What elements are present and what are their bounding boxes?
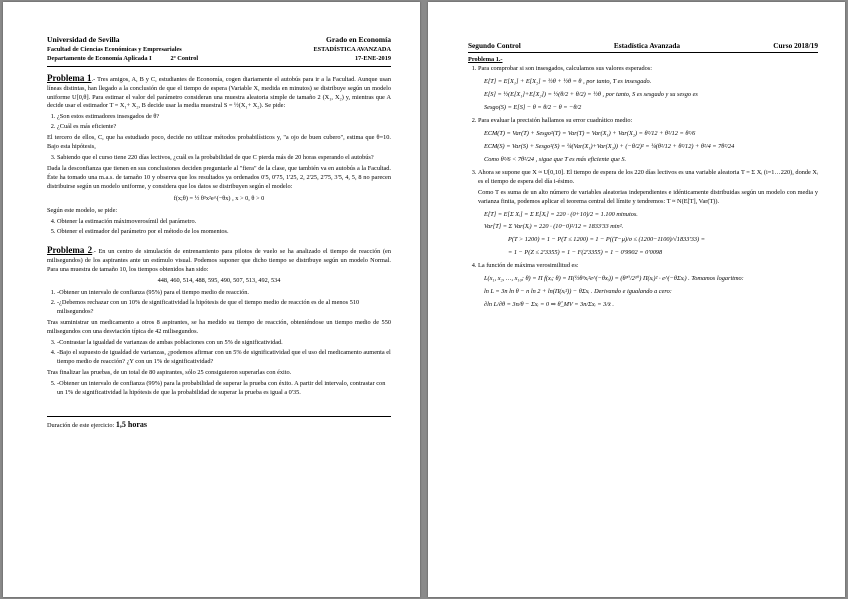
p2-question-5: 5. -Obtener un intervalo de confianza (99%) para la probabilidad de superar la prueba con éxito. A partir del intervalo, contrastar con un 1% de significatividad la hipótesis de que la probabilidad de superar la prueba es igual a 0'35. [57, 380, 391, 398]
solutions-header [468, 41, 818, 53]
p1-question-1: 1. ¿Son estos estimadores insesgados de θ? [57, 113, 391, 122]
p1-paragraph-2: El tercero de ellos, C, que ha estudiado poco, decide no utilizar métodos probabilísticos y, "a ojo de buen cubero", estima que θ=10. Bajo esta hipótesis, [47, 134, 391, 151]
problem-2-questions-b [47, 339, 391, 367]
p1-paragraph-4: Según este modelo, se pide: [47, 206, 118, 214]
answer-1-intro: Para comprobar si son insesgados, calculamos sus valores esperados: [478, 65, 652, 73]
answer-2-intro: Para evaluar la precisión hallamos su error cuadrático medio: [478, 117, 633, 125]
page-right [428, 2, 845, 597]
problem-2-title: Problema 2 [47, 244, 93, 255]
problem-2-questions-c [47, 380, 391, 398]
exam-header [47, 35, 391, 64]
answer-4-intro: La función de máxima verosimilitud es: [478, 262, 579, 270]
density-formula: f(x;θ) = ½ θ³x²e^(−θx) , x > 0, θ > 0 [173, 194, 265, 202]
answer-3-probability-2: = 1 − P(Z ≤ 2'3355) = 1 − F(2'3355) = 1 − 0'9902 = 0'0098 [508, 249, 663, 257]
answer-3-probability-1: P(T > 1200) = 1 − P(T ≤ 1200) = 1 − P((T−μ)/σ ≤ (1200−1100)/√1833'33) = [508, 236, 705, 244]
problem-2-questions-a [47, 289, 391, 317]
subject-name: ESTADÍSTICA AVANZADA [313, 45, 391, 53]
problem-1-questions-c [47, 218, 391, 237]
problem-1-questions-b [47, 154, 391, 163]
answer-3-expectation: E[T] = E[Σ Xᵢ] = Σ E[Xᵢ] = 220 · (0+10)/2 = 1.100 minutos. [484, 210, 638, 218]
duration-label: Duración de este ejercicio: [47, 421, 115, 429]
problem-1-intro: .- Tres amigos, A, B y C, estudiantes de Economía, cogen diariamente el autobús para ir a la Facultad. Aunque usan líneas distintas, han llegado a la conclusión de que el tiempo de espera (Variable X, medida en minutos) se distribuye según un modelo uniforme U[0,θ]. Para estimar el valor del parámetro consideran una muestra aleatoria simple de tamaño 2 (X₁, X₂) y, mientras que A decide usar el estimador T = X₁+ X₂, B decide usar la media muestral S = ½(X₁+ X₂). Se pide: [47, 75, 392, 110]
answer-list-1 [468, 65, 818, 310]
header-subject: Estadística Avanzada [613, 41, 681, 50]
answer-4-derivative: ∂ln L/∂θ = 3n/θ − Σxᵢ = 0 ⇒ θ̂_MV = 3n/Σxᵢ = 3/x̄ . [484, 301, 614, 309]
answer-3-intro: 3. Ahora se supone que X ≈ U[0,10]. El tiempo de espera de los 220 días lectivos es una variable aleatoria T = Σ Xᵢ (i=1…220), donde Xᵢ es el tiempo de espera del día i-ésimo. [478, 168, 818, 185]
p2-paragraph-3: Tras finalizar las pruebas, de un total de 80 aspirantes, sólo 25 consiguieron superarlas con éxito. [47, 368, 292, 376]
answer-1 [478, 65, 818, 113]
answer-3-variance: Var[T] = Σ Var(Xᵢ) = 220 · (10−0)²/12 = 1833'33 min². [484, 223, 624, 231]
answer-4-likelihood: L(x₁, x₂, …, x₁₀; θ) = Π f(xᵢ; θ) = Π(½θ³xᵢ²e^(−θxᵢ)) = (θ³⁰/2¹⁰) Π(xᵢ)² · e^(−θΣxᵢ) . Tomamos logaritmo: [484, 275, 744, 283]
header-rule [47, 66, 391, 67]
p2-question-3: 3. -Contrastar la igualdad de varianzas de ambas poblaciones con un 5% de significatividad. [57, 339, 391, 348]
department-name: Departamento de Economía Aplicada I [47, 54, 152, 62]
header-course: Curso 2018/19 [773, 41, 818, 50]
p1-question-4: 4. Obtener la estimación máximoverosímil del parámetro. [57, 218, 391, 227]
university-name: Universidad de Sevilla [47, 35, 120, 44]
answer-1-bias: Sesgo(S) = E[S] − θ = θ/2 − θ = −θ/2 [484, 104, 582, 112]
problem-1-title: Problema 1 [47, 72, 92, 83]
faculty-name: Facultad de Ciencias Económicas y Empresariales [47, 45, 182, 53]
p1-question-5: 5. Obtener el estimador del parámetro por el método de los momentos. [57, 228, 391, 237]
exercise-duration [47, 416, 391, 431]
answer-1-eq-s: E[S] = ½(E[X₁]+E[X₂]) = ½(θ/2 + θ/2) = ½θ , por tanto, S es sesgado y su sesgo es [484, 91, 698, 99]
p1-paragraph-3: Dada la desconfianza que tienen en sus conclusiones deciden preguntarle al "fiera" de la clase, que también va en autobús a la Facultad. Éste ha tomado una m.a.s. de tamaño 10 y observa que los resultados ya ordenados 0'5, 0'75, 1'25, 2, 2'25, 2'75, 3'5, 4, 5, 8 no parecen distribuirse según un modelo uniforme, y considera que los datos se distribuyen según el modelo: [47, 165, 391, 190]
answer-3 [478, 169, 818, 259]
answer-2-conclusion: Como θ²/6 < 7θ²/24 , sigue que T es más eficiente que S. [484, 155, 627, 163]
answer-2-ecm-t: ECM(T) = Var(T) + Sesgo²(T) = Var(T) = Var(X₁) + Var(X₂) = θ²/12 + θ²/12 = θ²/6 [484, 129, 696, 137]
p2-question-2: 2. -¿Debemos rechazar con un 10% de significatividad la hipótesis de que el tiempo medio de reacción es de al menos 510 milisegundos? [57, 299, 391, 317]
p2-question-4: 4. -Bajo el supuesto de igualdad de varianzas, ¿podemos afirmar con un 5% de significatividad que el uso del medicamento aumenta el tiempo medio de reacción? ¿Y con un 1% de significatividad? [57, 349, 391, 367]
degree-name: Grado en Economía [326, 35, 391, 44]
page-left [3, 2, 420, 597]
exam-date: 17-ENE-2019 [354, 54, 391, 62]
control-label: 2º Control [170, 54, 199, 62]
problem-2-statement [47, 244, 391, 275]
answer-2-ecm-s: ECM(S) = Var(S) + Sesgo²(S) = ¼(Var(X₁)+Var(X₂)) + (−θ/2)² = ¼(θ²/12 + θ²/12) + θ²/4 = 7θ²/24 [484, 142, 735, 150]
p2-paragraph-2: Tras suministrar un medicamento a otros 8 aspirantes, se ha medido su tiempo de reacción, obteniéndose un tiempo medio de 550 milisegundos con una desviación típica de 42 milisegundos. [47, 319, 391, 336]
answer-4-log-likelihood: ln L = 3n ln θ − n ln 2 + ln(Π(xᵢ²)) − θΣxᵢ . Derivando e igualando a cero: [484, 288, 672, 296]
answer-2 [478, 117, 818, 165]
p2-question-1: 1. -Obtener un intervalo de confianza (95%) para el tiempo medio de reacción. [57, 289, 391, 298]
problem-2-intro: .- En un centro de simulación de entrenamiento para pilotos de vuelo se ha analizado el tiempo de reacción (en milisegundos) de los aspirantes ante un estímulo visual. Podemos suponer que dicho tiempo se distribuye según un modelo Normal. Para una muestra de tamaño 10, los tiempos obtenidos han sido: [47, 247, 391, 273]
answer-4 [478, 262, 818, 310]
header-control: Segundo Control [468, 41, 521, 50]
solution-section-title: Problema 1.- [468, 56, 503, 64]
problem-1-statement [47, 72, 391, 112]
p1-question-2: 2. ¿Cuál es más eficiente? [57, 123, 391, 132]
duration-value: 1,5 horas [115, 419, 148, 429]
reaction-times-data: 448, 460, 514, 488, 595, 490, 507, 513, 492, 534 [157, 277, 281, 285]
p1-question-3: 3. Sabiendo que el curso tiene 220 días lectivos, ¿cuál es la probabilidad de que C pierda más de 20 horas esperando el autobús? [57, 154, 391, 163]
problem-1-questions-a [47, 113, 391, 132]
answer-1-eq-t: E[T] = E[X₁] + E[X₂] = ½θ + ½θ = θ , por tanto, T es insesgado. [484, 78, 652, 86]
answer-3-clt: Como T es suma de un alto número de variables aleatorias independientes e idénticamente distribuidas según un modelo con media y varianza finita, podemos aplicar el teorema central del límite y tendremos: T ≈ N(E[T], Var(T)). [478, 188, 818, 205]
